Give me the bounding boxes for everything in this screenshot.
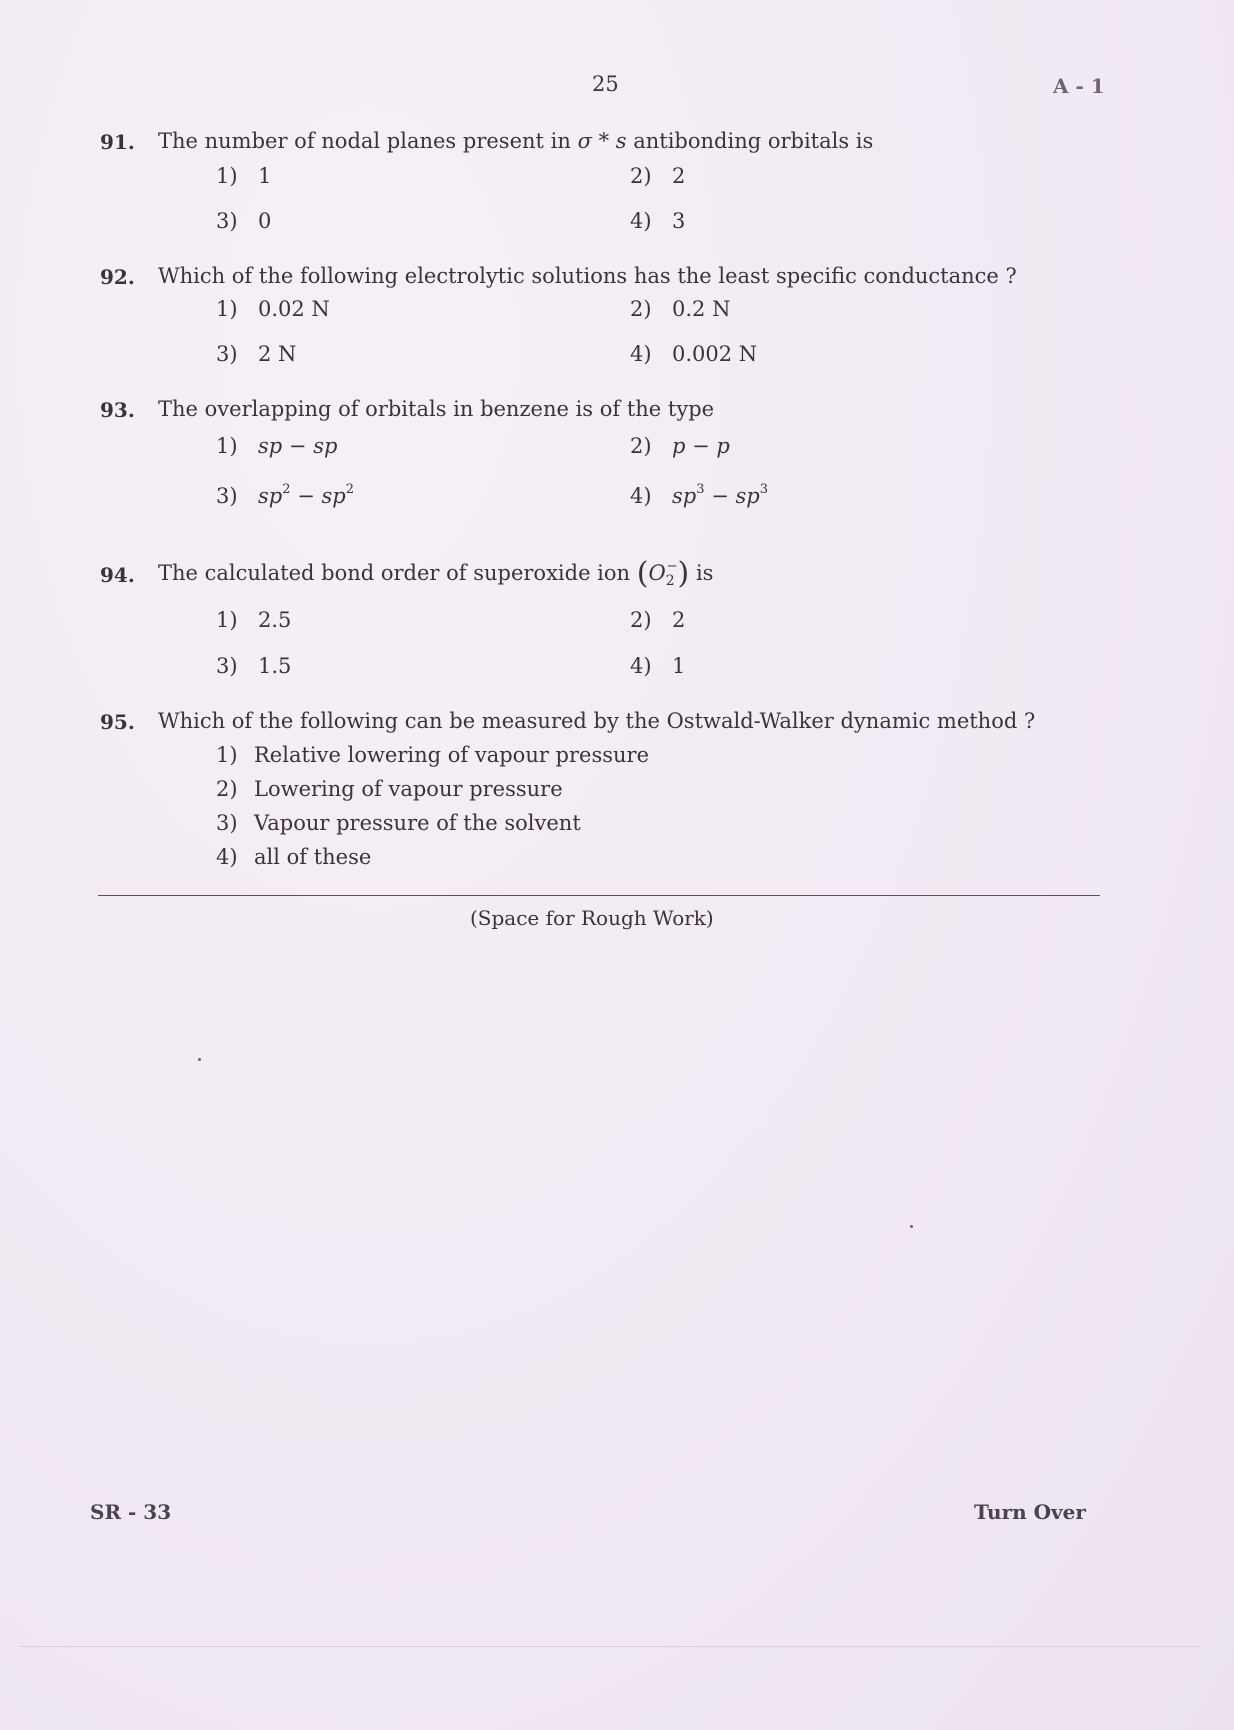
question-number: 94. [100,563,135,587]
page-number: 25 [592,72,619,96]
divider-line [98,895,1100,896]
option-1[interactable]: 1) 2.5 [216,608,292,632]
question-text: Which of the following electrolytic solutions has the least specific conductance ? [158,264,1017,288]
set-code: A - 1 [1053,74,1105,98]
option-4[interactable]: 4) all of these [216,845,372,869]
option-1[interactable]: 1) Relative lowering of vapour pressure [216,743,650,767]
option-3[interactable]: 3) 0 [216,209,272,233]
option-3[interactable]: 3) $sp^2 - sp^2$ [216,482,354,508]
paper-speck [910,1225,913,1228]
option-3[interactable]: 3) 2 N [216,342,297,366]
bottom-edge-line [20,1646,1200,1647]
question-number: 92. [100,265,135,289]
paper-speck [198,1058,201,1061]
sigma-star-s: σ * s [577,129,627,153]
option-1[interactable]: 1) sp − sp [216,434,338,458]
option-4[interactable]: 4) 3 [630,209,686,233]
option-2[interactable]: 2) 0.2 N [630,297,731,321]
option-4[interactable]: 4) $sp^3 - sp^3$ [630,482,768,508]
question-number: 93. [100,398,135,422]
option-4[interactable]: 4) 0.002 N [630,342,758,366]
option-4[interactable]: 4) 1 [630,654,686,678]
turn-over-label: Turn Over [974,1500,1086,1524]
question-text: The calculated bond order of superoxide ion $(O_2^-)$ is [158,556,714,591]
question-number: 91. [100,130,135,154]
option-3[interactable]: 3) Vapour pressure of the solvent [216,811,581,835]
question-number: 95. [100,710,135,734]
option-2[interactable]: 2) Lowering of vapour pressure [216,777,563,801]
option-1[interactable]: 1) 1 [216,164,272,188]
option-2[interactable]: 2) p − p [630,434,730,458]
question-text: Which of the following can be measured by the Ostwald-Walker dynamic method ? [158,709,1036,733]
question-text: The number of nodal planes present in σ * s antibonding orbitals is [158,129,874,153]
option-2[interactable]: 2) 2 [630,608,686,632]
footer-code: SR - 33 [90,1500,172,1524]
rough-work-label: (Space for Rough Work) [470,906,714,930]
superoxide-ion: $O_2^-$ [648,559,678,589]
option-1[interactable]: 1) 0.02 N [216,297,330,321]
option-2[interactable]: 2) 2 [630,164,686,188]
question-text: The overlapping of orbitals in benzene is of the type [158,397,715,421]
option-3[interactable]: 3) 1.5 [216,654,292,678]
